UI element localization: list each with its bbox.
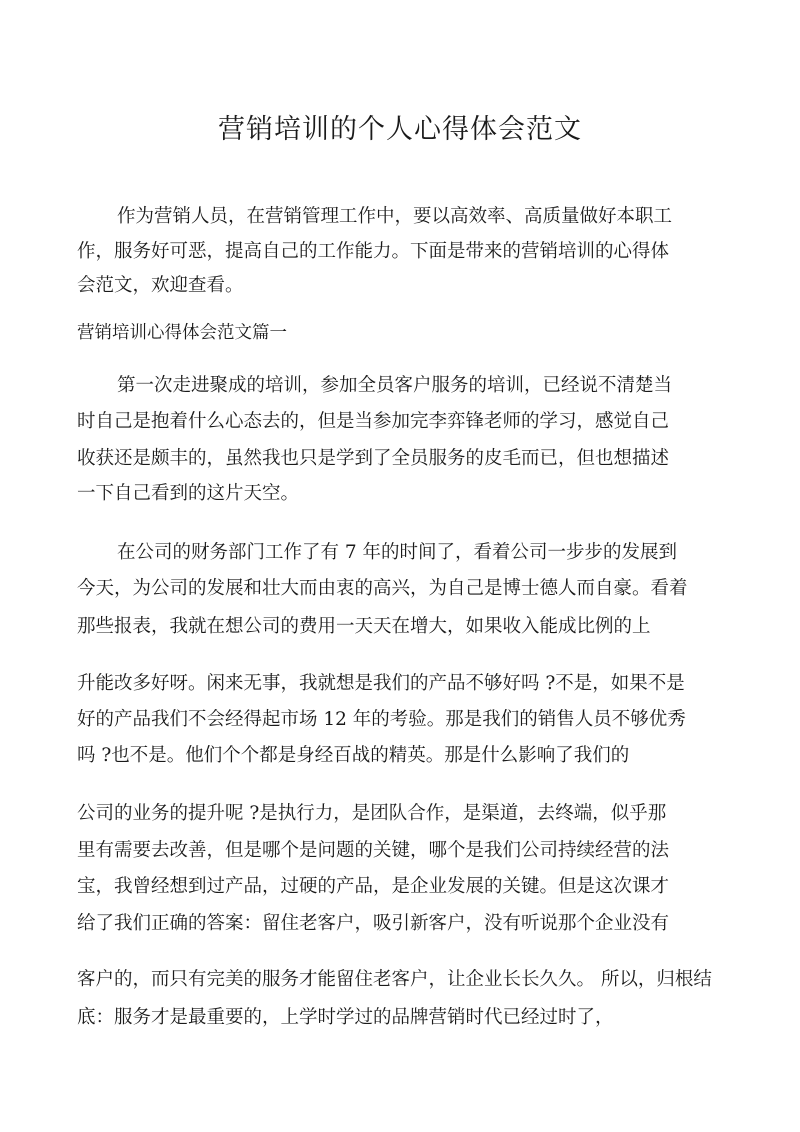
para2-line-11: 客户的，而只有完美的服务才能留住老客户，让企业长长久久。 所以，归根结 bbox=[77, 969, 712, 990]
para1-line-4: 一下自己看到的这片天空。 bbox=[77, 483, 300, 504]
intro-line-1: 作为营销人员，在营销管理工作中，要以高效率、高质量做好本职工 bbox=[117, 206, 673, 227]
para2-line-3: 那些报表，我就在想公司的费用一天天在增大，如果收入能成比例的上 bbox=[77, 616, 651, 637]
para2-line-4: 升能改多好呀。闲来无事，我就想是我们的产品不够好吗 ?不是，如果不是 bbox=[77, 673, 685, 694]
para2-line-9: 宝，我曾经想到过产品，过硬的产品，是企业发展的关键。但是这次课才 bbox=[77, 876, 670, 897]
para1-line-1: 第一次走进聚成的培训，参加全员客户服务的培训，已经说不清楚当 bbox=[117, 375, 673, 396]
para2-line-8: 里有需要去改善，但是哪个是问题的关键，哪个是我们公司持续经营的法 bbox=[77, 840, 670, 861]
para1-line-2: 时自己是抱着什么心态去的，但是当参加完李弈锋老师的学习，感觉自己 bbox=[77, 411, 670, 432]
para2-line-1: 在公司的财务部门工作了有 7 年的时间了，看着公司一步步的发展到 bbox=[117, 542, 678, 563]
intro-line-3: 会范文，欢迎查看。 bbox=[77, 275, 244, 296]
section-heading: 营销培训心得体会范文篇一 bbox=[77, 323, 287, 343]
para2-line-6: 吗 ?也不是。他们个个都是身经百战的精英。那是什么影响了我们的 bbox=[77, 745, 630, 766]
document-title: 营销培训的个人心得体会范文 bbox=[218, 114, 582, 145]
intro-line-2: 作，服务好可恶，提高自己的工作能力。下面是带来的营销培训的心得体 bbox=[77, 241, 670, 262]
para2-line-2: 今天，为公司的发展和壮大而由衷的高兴，为自己是博士德人而自豪。看着 bbox=[77, 578, 688, 599]
para2-line-7: 公司的业务的提升呢 ?是执行力，是团队合作，是渠道，去终端，似乎那 bbox=[77, 803, 667, 824]
para1-line-3: 收获还是颇丰的，虽然我也只是学到了全员服务的皮毛而已，但也想描述 bbox=[77, 448, 670, 469]
para2-line-12: 底：服务才是最重要的，上学时学过的品牌营销时代已经过时了， bbox=[77, 1007, 614, 1028]
para2-line-5: 好的产品我们不会经得起市场 12 年的考验。那是我们的销售人员不够优秀 bbox=[77, 709, 686, 730]
para2-line-10: 给了我们正确的答案：留住老客户，吸引新客户，没有听说那个企业没有 bbox=[77, 913, 670, 934]
